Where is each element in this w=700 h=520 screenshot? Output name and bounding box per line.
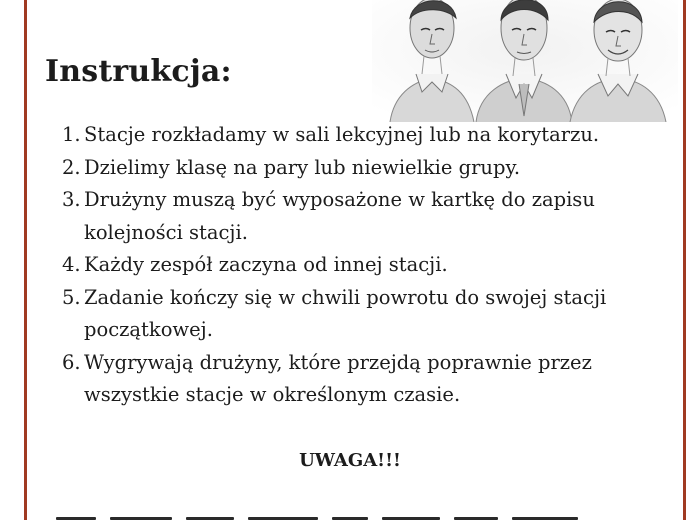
page-title: Instrukcja: [45,54,232,89]
list-item-number: 1. [62,123,81,146]
list-item-number: 6. [62,350,81,374]
portraits-illustration [372,0,678,122]
list-item-number: 2. [62,155,81,179]
instruction-list [62,119,622,412]
list-item-text: Zadanie kończy się w chwili powrotu do swojej stacji początkowej. [84,285,607,341]
list-item [62,119,622,152]
list-item [62,152,622,185]
list-item [62,347,622,412]
list-item-text: Wygrywają drużyny, które przejdą poprawnie przez wszystkie stacje w określonym czasie. [84,350,592,406]
cut-off-text-line [56,506,616,520]
warning-heading: UWAGA!!! [299,450,401,471]
list-item-number: 5. [62,285,81,309]
list-item-text: Stacje rozkładamy w sali lekcyjnej lub na korytarzu. [84,123,600,146]
list-item [62,184,622,249]
list-item [62,282,622,347]
page-border-right [683,0,686,520]
list-item-number: 4. [62,253,81,276]
list-item-number: 3. [62,188,81,211]
page-border-left [24,0,27,520]
list-item [62,249,622,282]
list-item-text: Drużyny muszą być wyposażone w kartkę do zapisu kolejności stacji. [84,188,595,244]
list-item-text: Dzielimy klasę na pary lub niewielkie grupy. [84,155,521,179]
list-item-text: Każdy zespół zaczyna od innej stacji. [84,253,448,276]
